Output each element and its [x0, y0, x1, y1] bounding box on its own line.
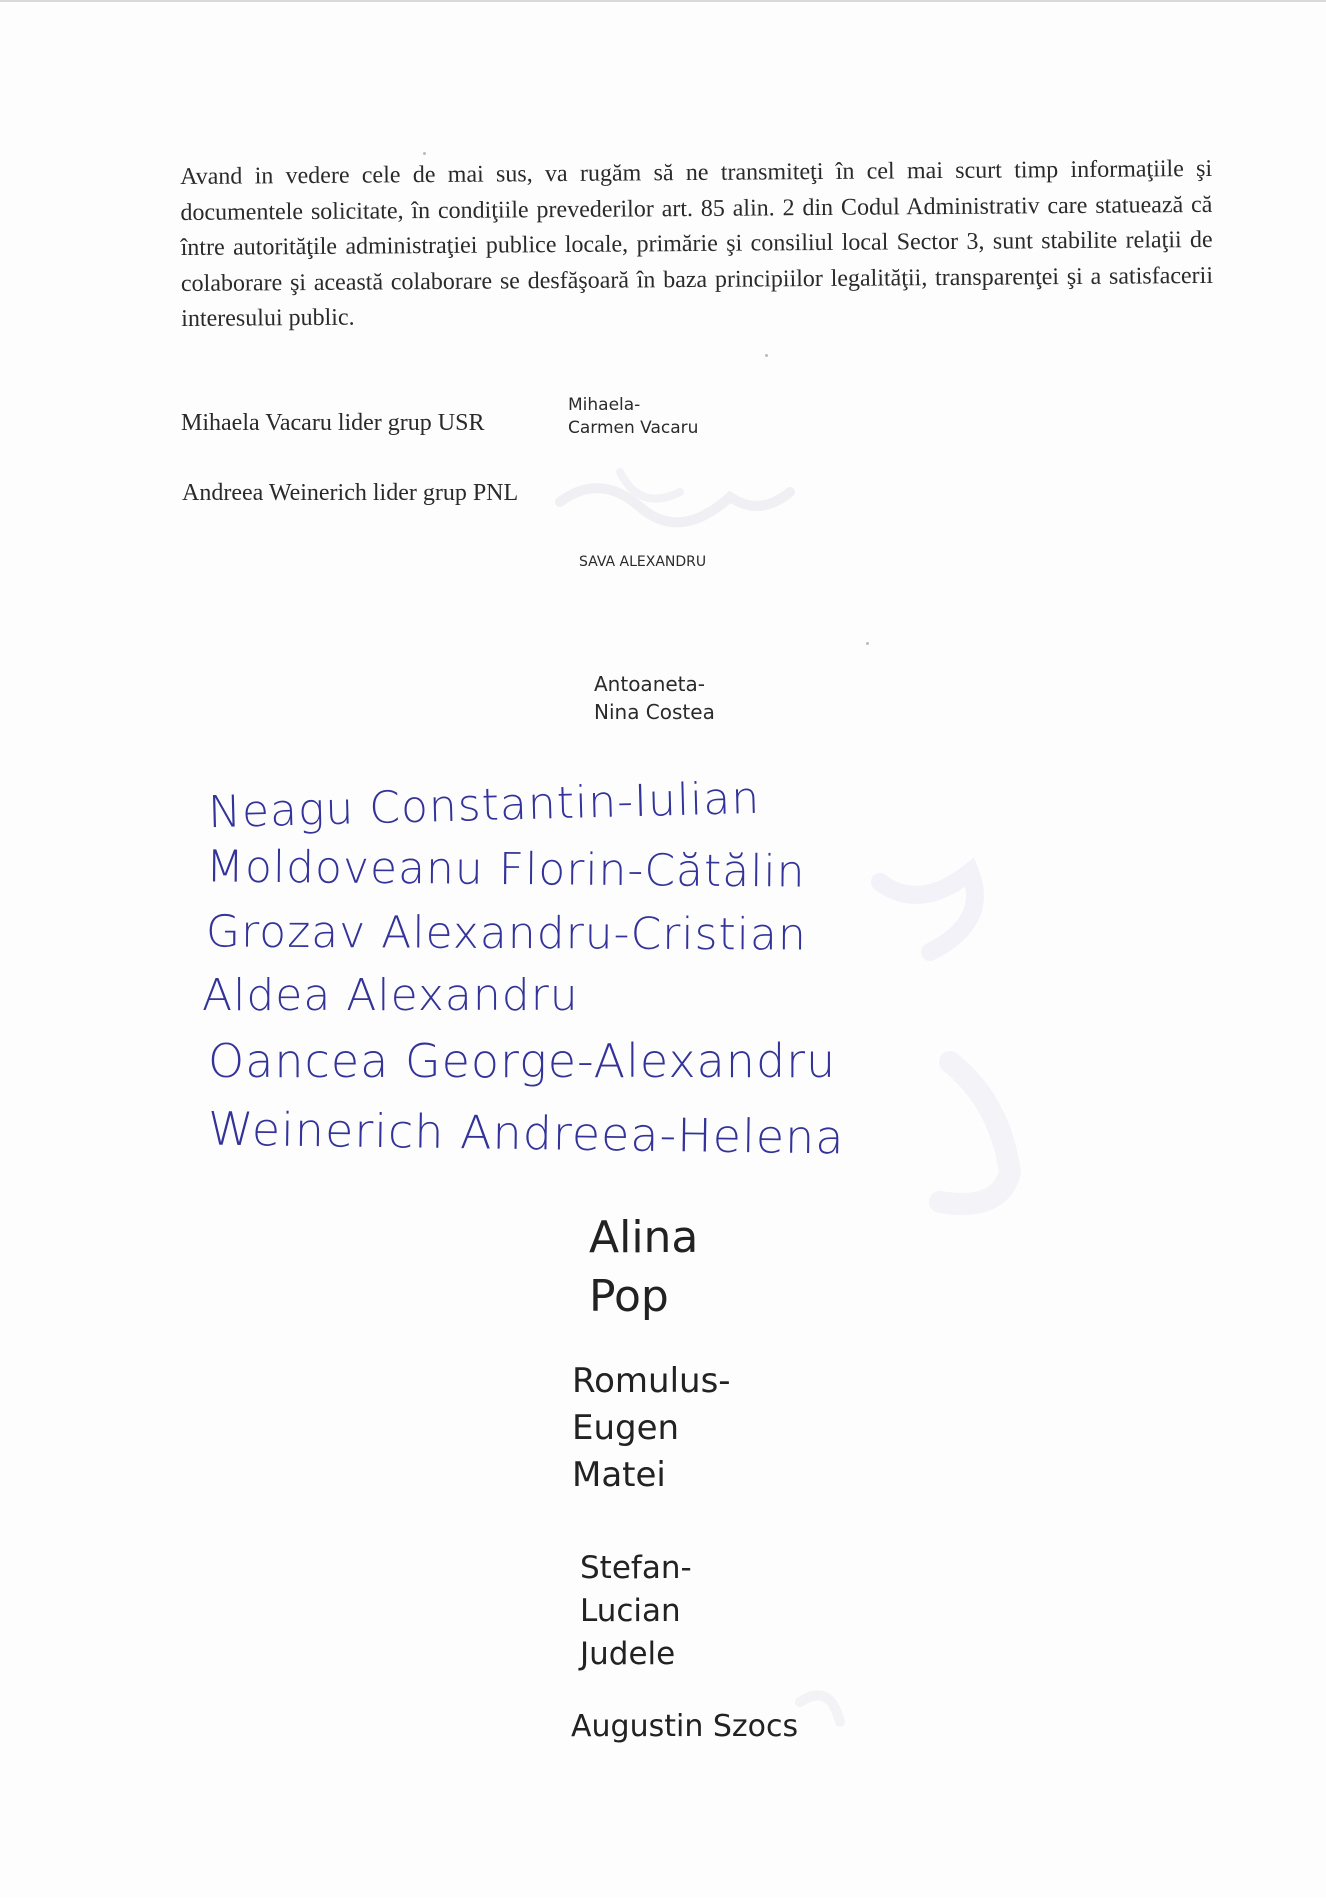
request-paragraph: Avand in vedere cele de mai sus, va rugăm să ne transmiteţi în cel mai scurt timp informaţiile şi documentele solicitate, în condiţiile prevederilor art. 85 alin. 2 din Codul Administrativ care statuează că între autorităţile administraţiei publice locale, primărie şi consiliul local Sector 3, sunt stabilite relaţii de colaborare şi această colaborare se desfăşoară în baza principiilor legalităţii, transparenţei şi a satisfacerii interesului public.: [180, 155, 1214, 332]
handwritten-name: Neagu Constantin-Iulian: [207, 772, 761, 839]
e-signature-judele: [580, 1547, 692, 1676]
e-signature-szocs: Augustin Szocs: [571, 1709, 799, 1744]
e-signature-sava: SAVA ALEXANDRU: [579, 554, 707, 570]
e-signature-line: Mihaela-: [568, 395, 641, 415]
signatory-weinerich: Andreea Weinerich lider grup PNL: [182, 480, 519, 506]
scan-speck: [765, 354, 768, 357]
e-signature-line: Matei: [572, 1455, 666, 1495]
scan-speck: [866, 642, 869, 645]
e-signature-line: Romulus-: [572, 1361, 731, 1401]
e-signature-matei: [572, 1358, 731, 1499]
e-signature-line: Eugen: [572, 1408, 680, 1448]
e-signature-line: Alina: [589, 1212, 699, 1263]
e-signature-line: Antoaneta-: [594, 672, 705, 696]
e-signature-line: Pop: [589, 1271, 669, 1322]
e-signature-line: Stefan-: [580, 1550, 692, 1586]
e-signature-vacaru: [568, 394, 698, 440]
handwritten-name: Oancea George-Alexandru: [208, 1034, 837, 1088]
scan-speck: [423, 152, 426, 155]
e-signature-line: Carmen Vacaru: [568, 418, 699, 438]
e-signature-pop: [589, 1208, 698, 1326]
e-signature-line: Nina Costea: [594, 700, 715, 724]
e-signature-costea: [594, 670, 715, 726]
handwritten-name: Moldoveanu Florin-Cătălin: [205, 841, 806, 898]
handwritten-name: Aldea Alexandru: [202, 970, 579, 1021]
signatory-vacaru: Mihaela Vacaru lider grup USR: [181, 410, 485, 436]
e-signature-line: Lucian: [580, 1593, 681, 1629]
e-signature-line: Judele: [580, 1636, 676, 1672]
handwritten-name: Weinerich Andreea-Helena: [207, 1101, 845, 1165]
handwritten-name: Grozav Alexandru-Cristian: [205, 906, 807, 961]
